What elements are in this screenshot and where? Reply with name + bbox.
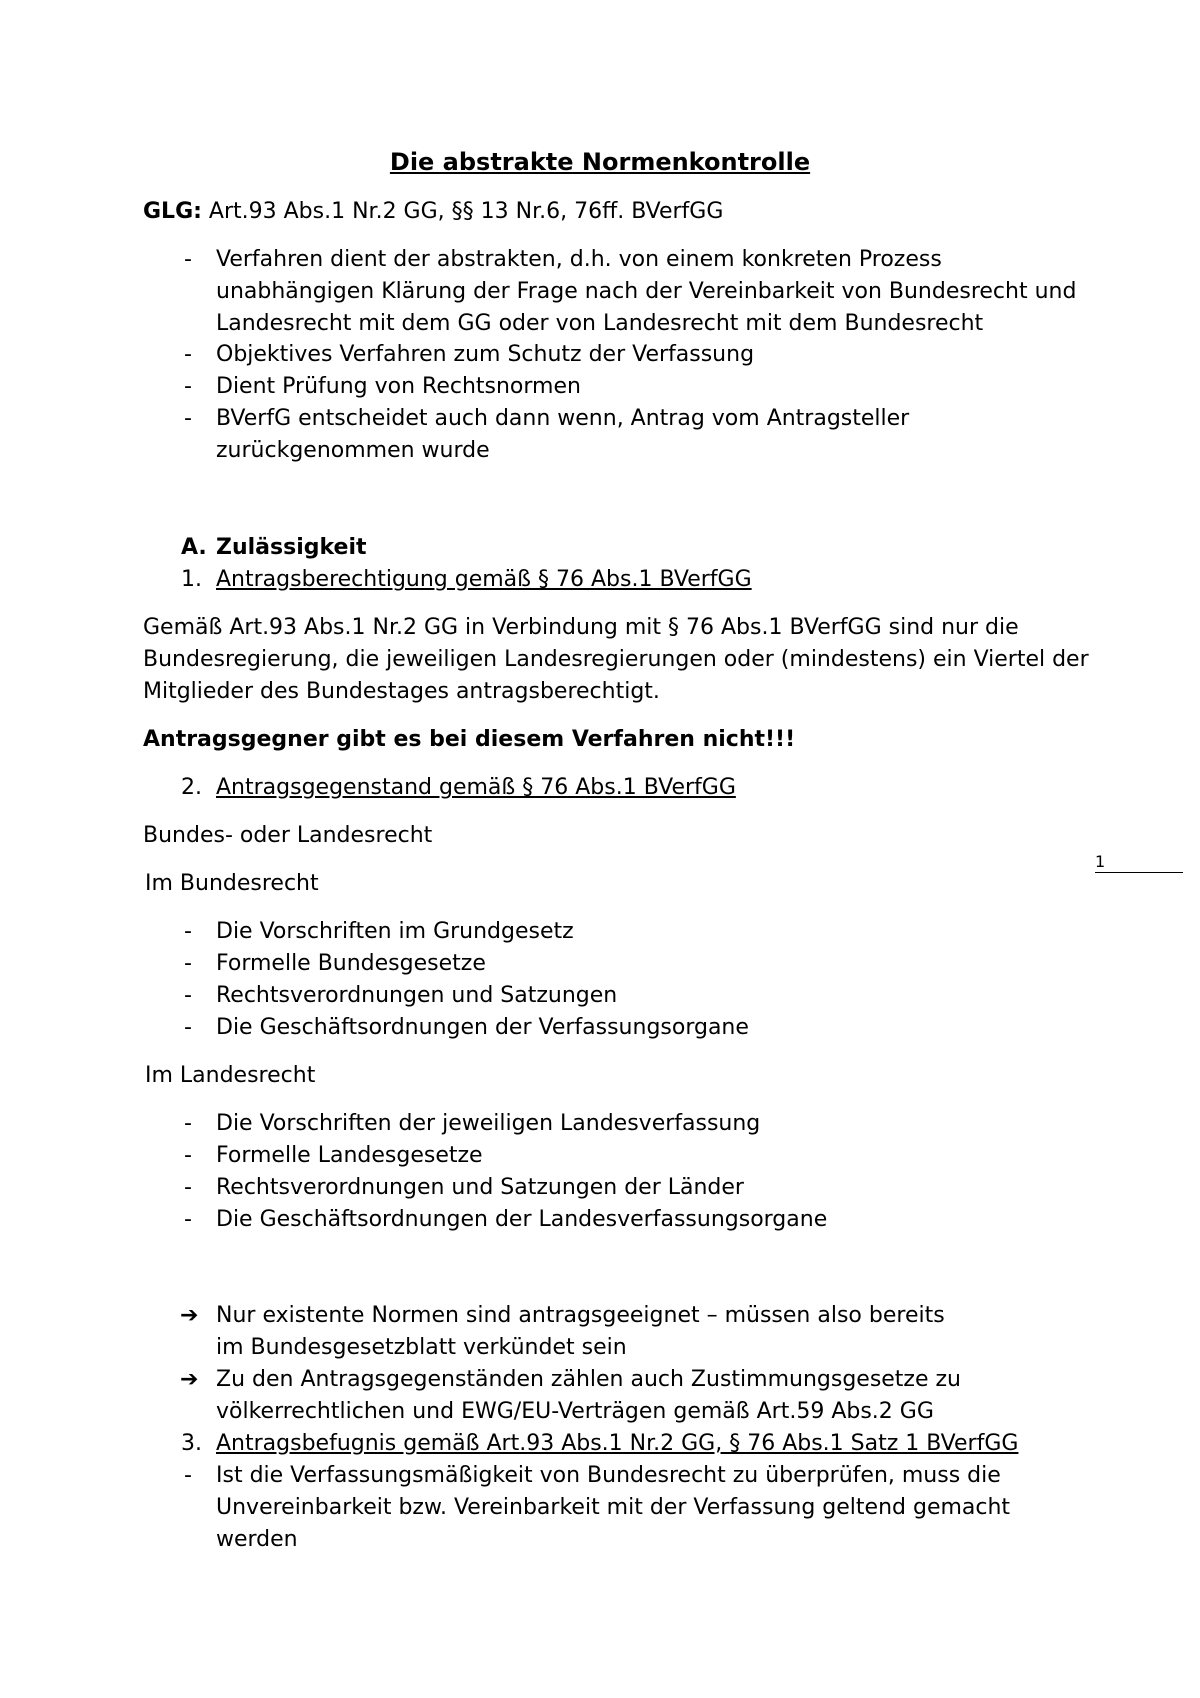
sub3-bullet-1: Ist die Verfassungsmäßigkeit von Bundesrecht zu überprüfen, muss die Unvereinbarkeit bzw. Vereinbarkeit mit der Verfassung geltend gemacht werden: [216, 1463, 1011, 1552]
glg-text: Art.93 Abs.1 Nr.2 GG, §§ 13 Nr.6, 76ff. BVerfGG: [201, 199, 724, 224]
landesrecht-item: Die Geschäftsordnungen der Landesverfassungsorgane: [216, 1207, 828, 1232]
bundesrecht-item: Formelle Bundesgesetze: [216, 951, 486, 976]
landesrecht-item: Formelle Landesgesetze: [216, 1143, 483, 1168]
section-a-heading: Zulässigkeit: [216, 535, 367, 560]
bullet-dash: -: [184, 983, 192, 1008]
bullet-dash: -: [184, 342, 192, 367]
sub1-paragraph: Gemäß Art.93 Abs.1 Nr.2 GG in Verbindung mit § 76 Abs.1 BVerfGG sind nur die Bundesregierung, die jeweiligen Landesregierungen oder (mindestens) ein Viertel der Mitglieder des Bundestages antragsberechtigt.: [143, 615, 1089, 704]
arrow-note-2: Zu den Antragsgegenständen zählen auch Zustimmungsgesetze zu völkerrechtlichen und EWG/EU-Verträgen gemäß Art.59 Abs.2 GG: [216, 1367, 962, 1424]
bullet-dash: -: [184, 374, 192, 399]
landesrecht-item: Rechtsverordnungen und Satzungen der Länder: [216, 1175, 744, 1200]
bullet-dash: -: [184, 1111, 192, 1136]
bullet-dash: -: [184, 951, 192, 976]
page-number: 1: [1095, 852, 1183, 873]
sub3-heading: Antragsbefugnis gemäß Art.93 Abs.1 Nr.2 GG, § 76 Abs.1 Satz 1 BVerfGG: [216, 1431, 1019, 1456]
bundes-oder-landesrecht: Bundes- oder Landesrecht: [143, 823, 433, 848]
intro-bullet-4: BVerfG entscheidet auch dann wenn, Antrag vom Antragsteller zurückgenommen wurde: [216, 406, 910, 463]
im-landesrecht-label: Im Landesrecht: [145, 1063, 316, 1088]
bullet-dash: -: [184, 1463, 192, 1488]
sub3-number: 3.: [181, 1431, 202, 1456]
bullet-dash: -: [184, 1207, 192, 1232]
intro-bullet-2: Objektives Verfahren zum Schutz der Verfassung: [216, 342, 755, 367]
bullet-dash: -: [184, 1175, 192, 1200]
bullet-dash: -: [184, 247, 192, 272]
glg-line: [143, 196, 723, 228]
intro-bullet-3: Dient Prüfung von Rechtsnormen: [216, 374, 581, 399]
bundesrecht-item: Rechtsverordnungen und Satzungen: [216, 983, 618, 1008]
sub1-heading: Antragsberechtigung gemäß § 76 Abs.1 BVerfGG: [216, 567, 752, 592]
intro-bullet-1: Verfahren dient der abstrakten, d.h. von einem konkreten Prozess unabhängigen Klärung der Frage nach der Vereinbarkeit von Bundesrecht und Landesrecht mit dem GG oder von Landesrecht mit dem Bundesrecht: [216, 247, 1077, 336]
sub2-number: 2.: [181, 775, 202, 800]
bundesrecht-item: Die Vorschriften im Grundgesetz: [216, 919, 574, 944]
arrow-icon: ➔: [180, 1303, 199, 1328]
landesrecht-item: Die Vorschriften der jeweiligen Landesverfassung: [216, 1111, 761, 1136]
sub2-heading: Antragsgegenstand gemäß § 76 Abs.1 BVerfGG: [216, 775, 736, 800]
im-bundesrecht-label: Im Bundesrecht: [145, 871, 319, 896]
bullet-dash: -: [184, 1143, 192, 1168]
glg-label: GLG:: [143, 199, 202, 224]
sub1-number: 1.: [181, 567, 202, 592]
bullet-dash: -: [184, 919, 192, 944]
antragsgegner-note: Antragsgegner gibt es bei diesem Verfahren nicht!!!: [143, 727, 796, 752]
bullet-dash: -: [184, 1015, 192, 1040]
section-a-marker: A.: [181, 535, 207, 560]
document-title: Die abstrakte Normenkontrolle: [389, 148, 811, 176]
bundesrecht-item: Die Geschäftsordnungen der Verfassungsorgane: [216, 1015, 749, 1040]
arrow-icon: ➔: [180, 1367, 199, 1392]
arrow-note-1: Nur existente Normen sind antragsgeeignet – müssen also bereits im Bundesgesetzblatt verkündet sein: [216, 1303, 945, 1360]
bullet-dash: -: [184, 406, 192, 431]
